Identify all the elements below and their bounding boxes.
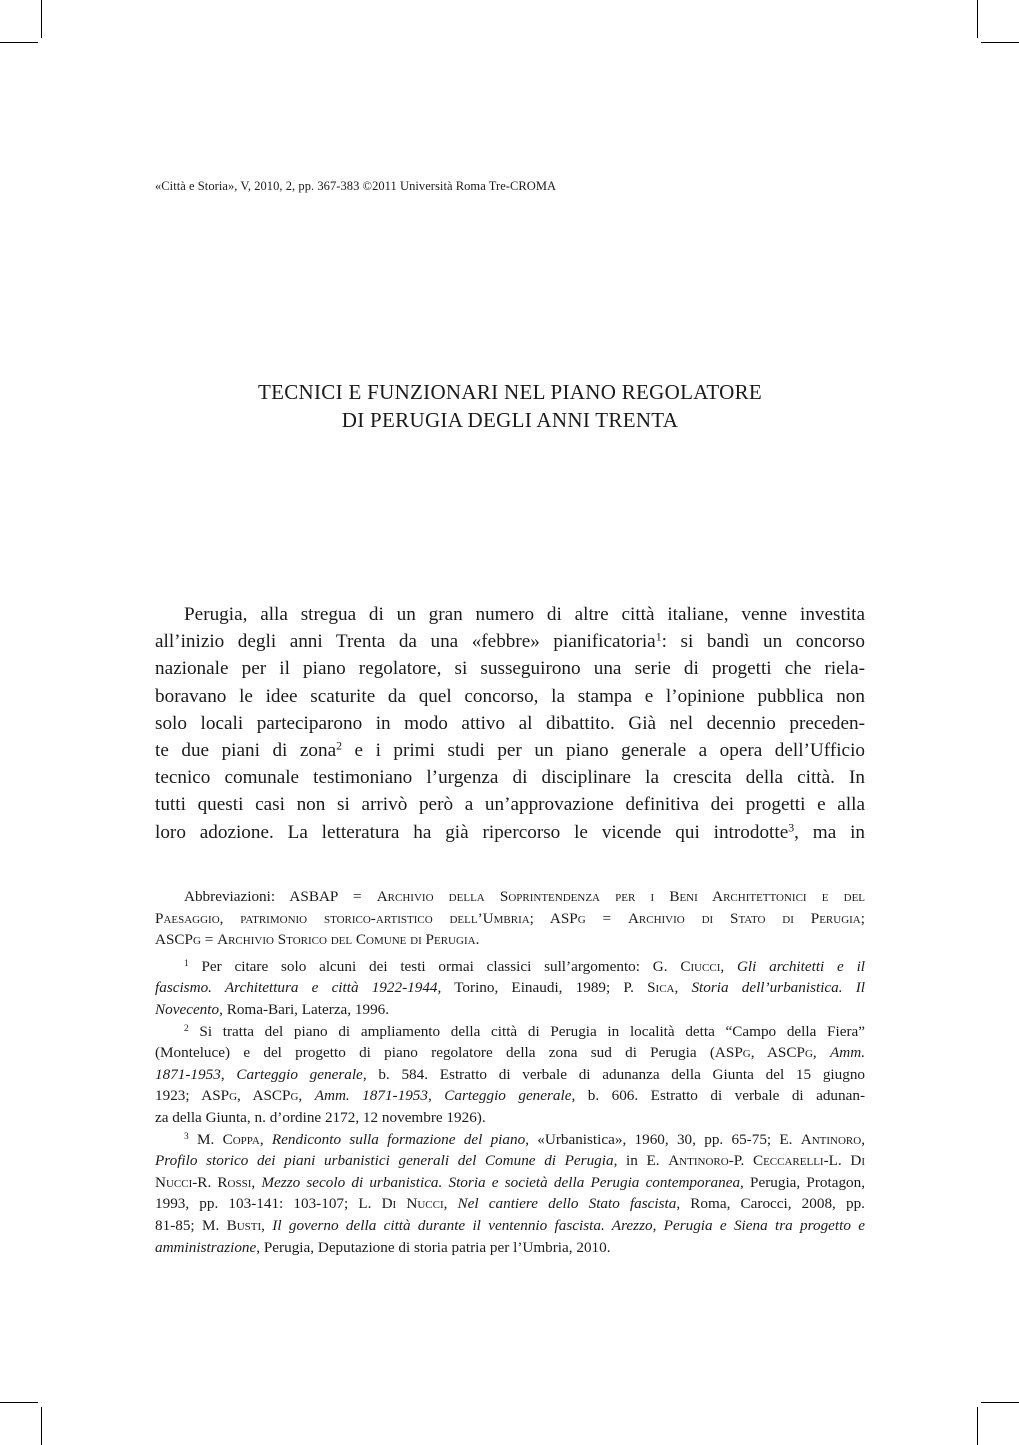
footnote-3: $^3$ M. Coppa, Rendiconto sulla formazione del piano, «Urbanistica», 1960, 30, pp. 65-75; E. Antinoro, — [184, 1130, 865, 1148]
journal-citation: «Città e Storia», V, 2010, 2, pp. 367-383 ©2011 Università Roma Tre-CROMA — [155, 179, 557, 193]
article-title — [155, 378, 865, 434]
footnote-3: 81-85; M. Busti, Il governo della città durante il ventennio fascista. Arezzo, Perugia e Siena tra progetto e — [155, 1216, 865, 1234]
footnote-2: (Monteluce) e del progetto di piano regolatore della zona sud di Perugia (ASPg, ASCPg, Amm. — [155, 1044, 865, 1062]
footnote-ref[interactable]: 3 — [788, 820, 795, 835]
footnote-1: fascismo. Architettura e città 1922-1944, Torino, Einaudi, 1989; P. Sica, Storia dell’urbanistica. Il — [155, 979, 865, 997]
body-line: solo locali parteciparono in modo attivo al dibattito. Già nel decennio preceden- — [155, 712, 865, 734]
footnote-ref[interactable]: 1 — [655, 629, 662, 644]
crop-mark — [41, 0, 42, 38]
abbreviations-note: ASCPg = Archivio Storico del Comune di Perugia. — [155, 931, 480, 949]
body-line: boravano le idee scaturite da quel concorso, la stampa e l’opinione pubblica non — [155, 685, 865, 707]
footnote-3: Nucci-R. Rossi, Mezzo secolo di urbanistica. Storia e società della Perugia contemporanea, Perugia, Protagon, — [155, 1173, 865, 1191]
footnotes-section — [155, 886, 865, 1258]
crop-mark — [41, 1407, 42, 1445]
footnote-3: Profilo storico dei piani urbanistici generali del Comune di Perugia, in E. Antinoro-P. Ceccarelli-L. Di — [155, 1152, 865, 1170]
title-line: DI PERUGIA DEGLI ANNI TRENTA — [341, 408, 679, 432]
footnote-3: amministrazione, Perugia, Deputazione di storia patria per l’Umbria, 2010. — [155, 1238, 611, 1256]
footnote-mark: 2 — [184, 1023, 189, 1034]
footnote-mark: 3 — [184, 1131, 189, 1142]
body-paragraph — [155, 601, 865, 846]
footnote-2: 1871-1953, Carteggio generale, b. 584. Estratto di verbale di adunanza della Giunta del 15 giugno — [155, 1065, 865, 1083]
body-line: tutti questi casi non si arrivò però a un’approvazione definitiva dei progetti e alla — [155, 794, 865, 816]
body-line: tecnico comunale testimoniano l’urgenza di disciplinare la crescita della città. In — [155, 767, 865, 789]
footnote-2: $^2$ Si tratta del piano di ampliamento della città di Perugia in località detta “Campo della Fiera” — [184, 1022, 865, 1040]
crop-mark — [977, 0, 978, 38]
footnote-1: Novecento, Roma-Bari, Laterza, 1996. — [155, 1000, 390, 1018]
body-line: nazionale per il piano regolatore, si susseguirono una serie di progetti che riela- — [155, 658, 865, 680]
body-line: loro adozione. La letteratura ha già ripercorso le vicende qui introdotte$^3$, ma in — [155, 820, 865, 843]
body-line: all’inizio degli anni Trenta da una «febbre» pianificatoria$^1$: si bandì un concorso — [155, 629, 865, 653]
body-line: te due piani di zona$^2$ e i primi studi per un piano generale a opera dell’Ufficio — [155, 738, 865, 762]
footnote-2: 1923; ASPg, ASCPg, Amm. 1871-1953, Carteggio generale, b. 606. Estratto di verbale di adunan- — [155, 1087, 865, 1105]
crop-mark — [981, 42, 1019, 43]
abbreviations-note: Paesaggio, patrimonio storico-artistico dell’Umbria; ASPg = Archivio di Stato di Perugia; — [155, 909, 865, 927]
title-line: TECNICI E FUNZIONARI NEL PIANO REGOLATORE — [257, 380, 762, 404]
body-line: Perugia, alla stregua di un gran numero di altre città italiane, venne investita — [184, 604, 865, 625]
footnote-ref[interactable]: 2 — [336, 738, 343, 753]
footnote-2: za della Giunta, n. d’ordine 2172, 12 novembre 1926). — [155, 1108, 486, 1126]
abbreviations-note: Abbreviazioni: ASBAP = Archivio della Soprintendenza per i Beni Architettonici e del — [184, 888, 865, 905]
crop-mark — [0, 42, 38, 43]
footnote-1: $^1$ Per citare solo alcuni dei testi ormai classici sull’argomento: G. Ciucci, Gli architetti e il — [184, 957, 865, 975]
footnote-3: 1993, pp. 103-141: 103-107; L. Di Nucci, Nel cantiere dello Stato fascista, Roma, Carocci, 2008, pp. — [155, 1195, 865, 1213]
crop-mark — [981, 1402, 1019, 1403]
crop-mark — [0, 1402, 38, 1403]
crop-mark — [977, 1407, 978, 1445]
footnote-mark: 1 — [184, 958, 189, 969]
